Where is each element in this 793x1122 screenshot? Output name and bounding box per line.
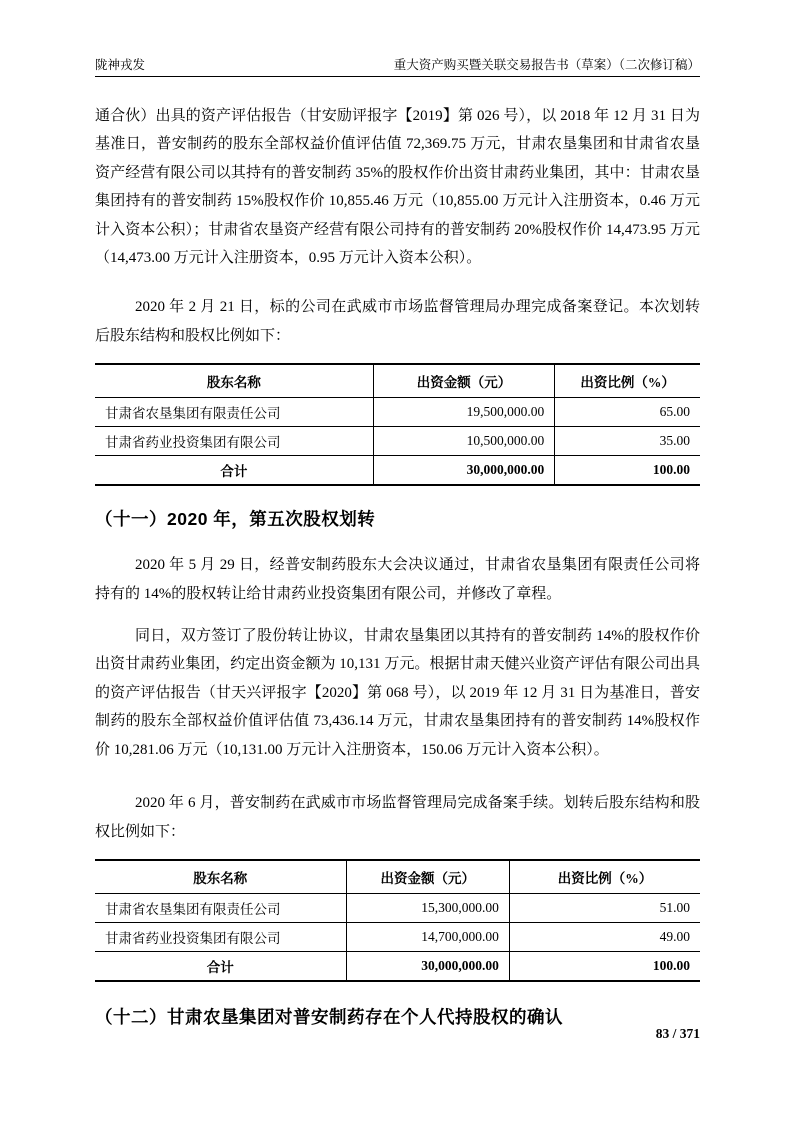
table-row — [95, 922, 700, 951]
table-row — [95, 893, 700, 922]
paragraph-valuation-continued: 通合伙）出具的资产评估报告（甘安励评报字【2019】第 026 号），以 2018 年 12 月 31 日为基准日，普安制药的股东全部权益价值评估值 72,369.75 万元，甘肃农垦集团和甘肃省农垦资产经营有限公司以其持有的普安制药 35%的股权作价出资甘肃药业集团，其中：甘肃农垦集团持有的普安制药 15%股权作价 10,855.46 万元（10,855.00 万元计入注册资本，0.46 万元计入资本公积）；甘肃省农垦资产经营有限公司持有的普安制药 20%股权作价 14,473.95 万元（14,473.00 万元计入注册资本，0.95 万元计入资本公积）。 — [95, 108, 700, 267]
shareholder-name-cell: 甘肃省药业投资集团有限公司 — [95, 922, 346, 951]
paragraph-transfer-resolution: 2020 年 5 月 29 日，经普安制药股东大会决议通过，甘肃省农垦集团有限责任公司将持有的 14%的股权转让给甘肃药业投资集团有限公司，并修改了章程。 — [95, 557, 700, 602]
header-doc-short-title: 陇神戎发 — [95, 58, 146, 72]
column-header-capital-amount: 出资金额（元） — [346, 860, 509, 894]
column-header-shareholder-name: 股东名称 — [95, 860, 346, 894]
table-total-row — [95, 456, 700, 486]
capital-amount-cell: 10,500,000.00 — [373, 427, 555, 456]
capital-ratio-cell: 51.00 — [509, 893, 700, 922]
table-header-row — [95, 364, 700, 398]
shareholder-name-cell: 甘肃省农垦集团有限责任公司 — [95, 398, 373, 427]
total-amount-cell: 30,000,000.00 — [346, 951, 509, 981]
capital-amount-cell: 15,300,000.00 — [346, 893, 509, 922]
page-number: 83 / 371 — [655, 1026, 700, 1041]
section-heading-12: （十二）甘肃农垦集团对普安制药存在个人代持股权的确认 — [95, 1006, 563, 1027]
column-header-shareholder-name: 股东名称 — [95, 364, 373, 398]
column-header-capital-amount: 出资金额（元） — [373, 364, 555, 398]
table-row — [95, 427, 700, 456]
column-header-capital-ratio: 出资比例（%） — [555, 364, 700, 398]
section-heading-11: （十一）2020 年，第五次股权划转 — [95, 509, 376, 530]
page-header — [95, 55, 700, 77]
total-ratio-cell: 100.00 — [509, 951, 700, 981]
paragraph-transfer-agreement: 同日，双方签订了股份转让协议，甘肃农垦集团以其持有的普安制药 14%的股权作价出资甘肃药业集团，约定出资金额为 10,131 万元。根据甘肃天健兴业资产评估有限公司出具的资产评估报告（甘天兴评报字【2020】第 068 号），以 2019 年 12 月 31 日为基准日，普安制药的股东全部权益价值评估值 73,436.14 万元，甘肃农垦集团持有的普安制药 14%股权作价 10,281.06 万元（10,131.00 万元计入注册资本，150.06 万元计入资本公积）。 — [95, 628, 700, 758]
total-label-cell: 合计 — [206, 959, 234, 975]
shareholder-name-cell: 甘肃省药业投资集团有限公司 — [95, 427, 373, 456]
capital-ratio-cell: 49.00 — [509, 922, 700, 951]
shareholder-structure-table-2 — [95, 859, 700, 982]
capital-ratio-cell: 65.00 — [555, 398, 700, 427]
paragraph-registration-2020-02: 2020 年 2 月 21 日，标的公司在武威市市场监督管理局办理完成备案登记。本次划转后股东结构和股权比例如下： — [95, 299, 700, 344]
header-doc-full-title: 重大资产购买暨关联交易报告书（草案）（二次修订稿） — [393, 58, 700, 72]
capital-amount-cell: 14,700,000.00 — [346, 922, 509, 951]
total-amount-cell: 30,000,000.00 — [373, 456, 555, 486]
total-label-cell: 合计 — [220, 464, 248, 480]
table-header-row — [95, 860, 700, 894]
shareholder-name-cell: 甘肃省农垦集团有限责任公司 — [95, 893, 346, 922]
table-row — [95, 398, 700, 427]
paragraph-filing-2020-06: 2020 年 6 月，普安制药在武威市市场监督管理局完成备案手续。划转后股东结构和股权比例如下： — [95, 795, 700, 840]
total-ratio-cell: 100.00 — [555, 456, 700, 486]
capital-amount-cell: 19,500,000.00 — [373, 398, 555, 427]
column-header-capital-ratio: 出资比例（%） — [509, 860, 700, 894]
table-total-row — [95, 951, 700, 981]
capital-ratio-cell: 35.00 — [555, 427, 700, 456]
shareholder-structure-table-1 — [95, 363, 700, 486]
